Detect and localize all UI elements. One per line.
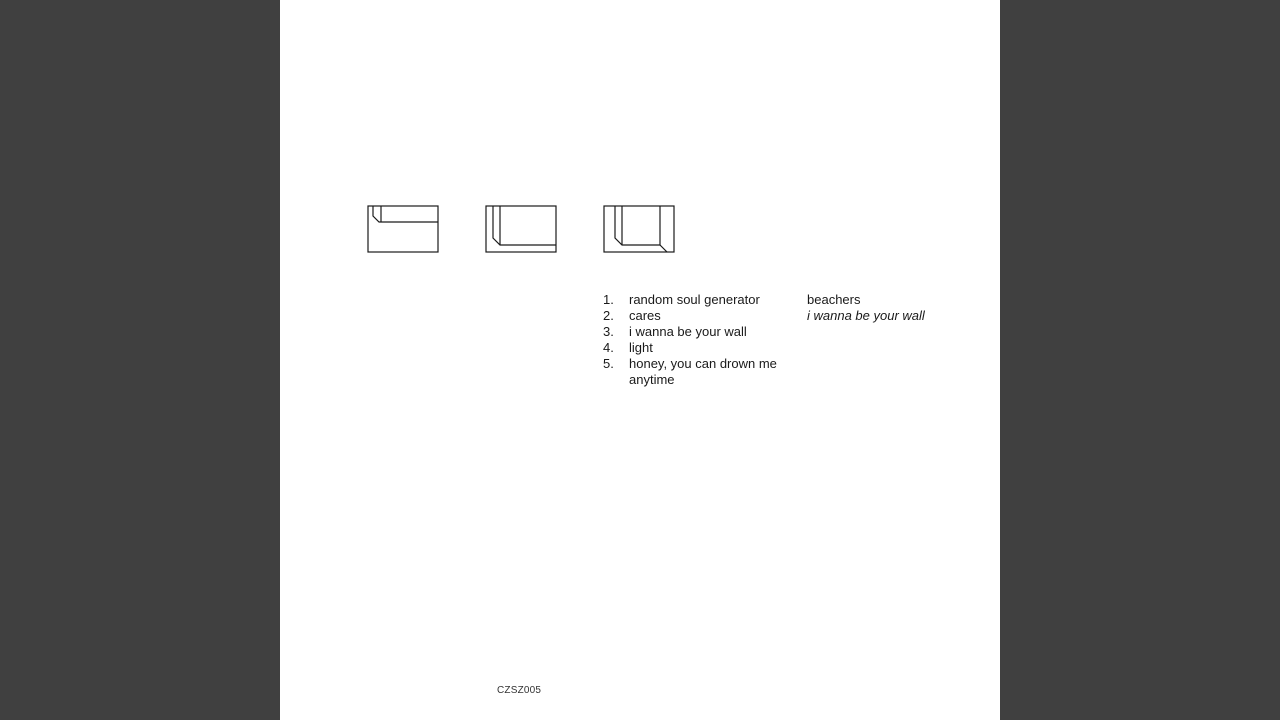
track-number: 4.: [603, 340, 614, 355]
track-title: cares: [629, 308, 661, 323]
tracklist: [603, 292, 803, 388]
track-title: light: [629, 340, 653, 355]
box-glyph-2-icon: [485, 205, 557, 253]
artist-name: beachers: [807, 292, 861, 307]
box-glyph-1-icon: [367, 205, 439, 253]
track-number: 3.: [603, 324, 614, 339]
track-row: [603, 308, 803, 324]
track-row: [603, 292, 803, 308]
box-glyph-3-icon: [603, 205, 675, 253]
track-number: 2.: [603, 308, 614, 323]
track-number: 1.: [603, 292, 614, 307]
track-number: 5.: [603, 356, 614, 371]
release-info: [807, 292, 925, 324]
track-title: i wanna be your wall: [629, 324, 747, 339]
album-title: i wanna be your wall: [807, 308, 925, 323]
track-row: [603, 340, 803, 356]
track-title: honey, you can drown me anytime: [629, 356, 777, 387]
album-cover: [280, 0, 1000, 720]
track-row: [603, 324, 803, 340]
track-row: [603, 356, 803, 388]
catalog-number: CZSZ005: [497, 685, 542, 696]
track-title: random soul generator: [629, 292, 760, 307]
